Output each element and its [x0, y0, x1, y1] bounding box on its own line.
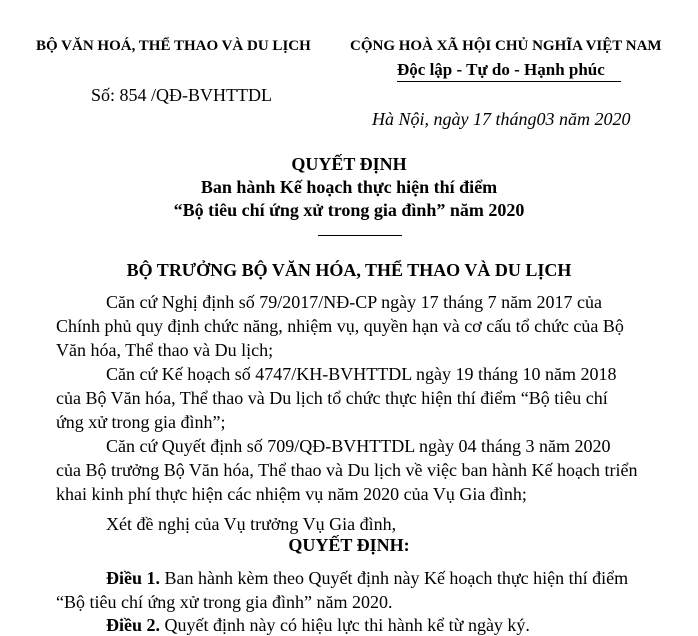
paragraph-line: Văn hóa, Thể thao và Du lịch;: [56, 340, 274, 360]
paragraph-line: Chính phủ quy định chức năng, nhiệm vụ, quyền hạn và cơ cấu tổ chức của Bộ: [56, 316, 624, 336]
article-2: [106, 615, 530, 636]
motto-underline: [397, 81, 621, 82]
paragraph-line: của Bộ trưởng Bộ Văn hóa, Thể thao và Du lịch về việc ban hành Kế hoạch triển: [56, 460, 638, 480]
document-type: QUYẾT ĐỊNH: [291, 154, 407, 174]
document-number: Số: 854 /QĐ-BVHTTDL: [91, 85, 272, 105]
document-subtitle-line-2: “Bộ tiêu chí ứng xử trong gia đình” năm 2020: [173, 200, 525, 220]
article-label: Điều 1.: [106, 568, 160, 588]
document-subtitle-line-1: Ban hành Kế hoạch thực hiện thí điểm: [200, 177, 498, 197]
article-label: Điều 2.: [106, 615, 160, 635]
paragraph-line: của Bộ Văn hóa, Thể thao và Du lịch tổ chức thực hiện thí điểm “Bộ tiêu chí: [56, 388, 608, 408]
legal-basis-paragraph: [56, 362, 660, 434]
article-1: [56, 566, 660, 614]
issuing-authority: BỘ TRƯỞNG BỘ VĂN HÓA, THỂ THAO VÀ DU LỊCH: [126, 260, 572, 280]
place-and-date: Hà Nội, ngày 17 tháng03 năm 2020: [372, 109, 631, 129]
country-name: CỘNG HOÀ XÃ HỘI CHỦ NGHĨA VIỆT NAM: [350, 38, 662, 54]
legal-basis-paragraph: [56, 434, 660, 536]
legal-basis-paragraph: [56, 290, 660, 362]
issuing-ministry: BỘ VĂN HOÁ, THỂ THAO VÀ DU LỊCH: [36, 38, 311, 54]
paragraph-line: khai kinh phí thực hiện các nhiệm vụ năm 2020 của Vụ Gia đình;: [56, 484, 527, 504]
national-motto: Độc lập - Tự do - Hạnh phúc: [397, 60, 605, 79]
article-text: Ban hành kèm theo Quyết định này Kế hoạch thực hiện thí điểm: [160, 568, 629, 588]
paragraph-line: Căn cứ Quyết định số 709/QĐ-BVHTTDL ngày 04 tháng 3 năm 2020: [106, 436, 611, 456]
decision-heading: QUYẾT ĐỊNH:: [288, 535, 410, 555]
paragraph-line: Căn cứ Kế hoạch số 4747/KH-BVHTTDL ngày 19 tháng 10 năm 2018: [106, 364, 617, 384]
paragraph-line: Xét đề nghị của Vụ trưởng Vụ Gia đình,: [106, 514, 397, 534]
article-text: “Bộ tiêu chí ứng xử trong gia đình” năm 2020.: [56, 592, 393, 612]
paragraph-line: Căn cứ Nghị định số 79/2017/NĐ-CP ngày 17 tháng 7 năm 2017 của: [106, 292, 603, 312]
title-divider: [318, 235, 402, 236]
paragraph-line: ứng xử trong gia đình”;: [56, 412, 226, 432]
article-text: Quyết định này có hiệu lực thi hành kể từ ngày ký.: [160, 615, 530, 635]
